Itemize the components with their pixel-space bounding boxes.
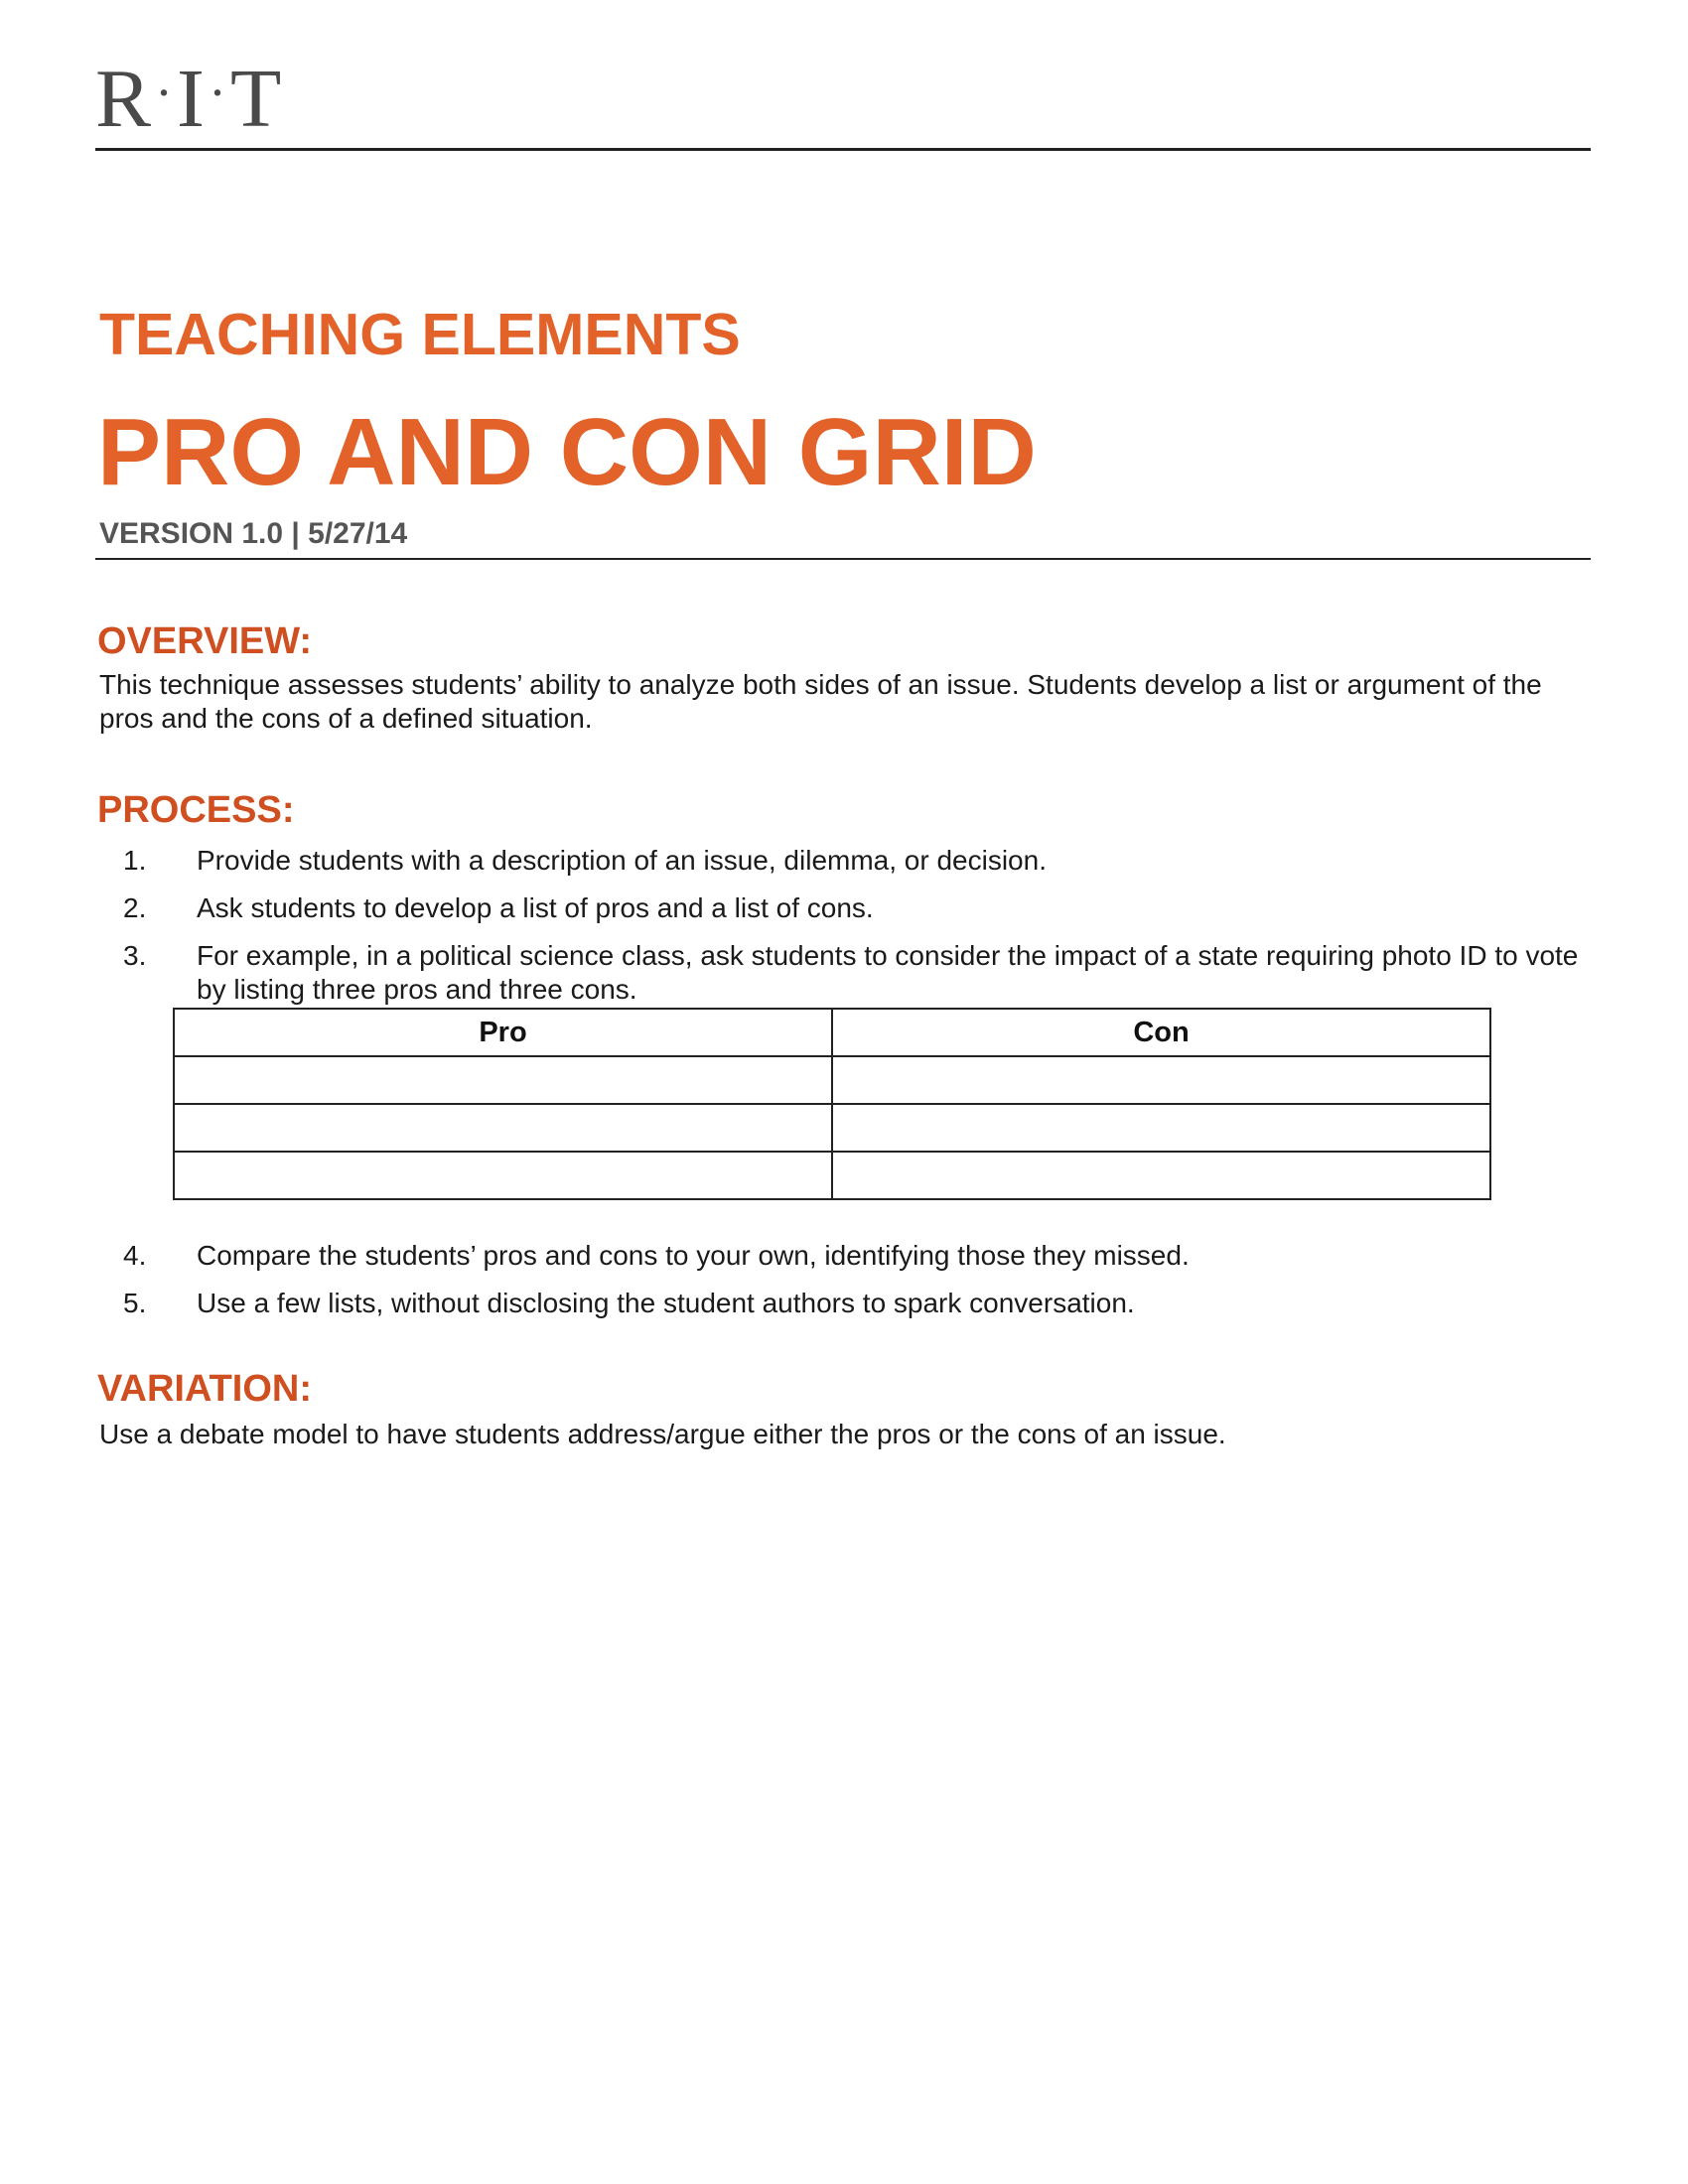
grid-header-row [174,1009,1490,1056]
page-title: PRO AND CON GRID [97,399,1037,505]
variation-heading: VARIATION: [97,1368,313,1410]
header-divider [95,148,1591,151]
logo-dot: · [209,63,226,122]
step-number: 5. [123,1288,147,1318]
pro-con-grid [173,1008,1491,1200]
grid-header-pro: Pro [174,1009,832,1056]
variation-text: Use a debate model to have students address/argue either the pros or the cons of an issue. [99,1419,1226,1449]
logo-dot: · [155,63,174,122]
grid-cell-con [832,1056,1490,1104]
step-number: 1. [123,845,147,876]
grid-cell-con [832,1104,1490,1152]
overview-line-1: This technique assesses students’ ability to analyze both sides of an issue. Students develop a list or argument of the [99,669,1542,700]
step-text: Provide students with a description of an issue, dilemma, or decision. [197,845,1047,876]
grid-header-con: Con [832,1009,1490,1056]
version-label: VERSION 1.0 | 5/27/14 [99,517,408,550]
grid-row [174,1056,1490,1104]
step-text-line-1: For example, in a political science class, ask students to consider the impact of a state requiring photo ID to vote [197,940,1579,971]
overview-heading: OVERVIEW: [97,620,313,662]
grid-cell-pro [174,1056,832,1104]
grid-cell-pro [174,1104,832,1152]
grid-row [174,1152,1490,1199]
grid-cell-con [832,1152,1490,1199]
step-text: Compare the students’ pros and cons to your own, identifying those they missed. [197,1240,1190,1271]
step-text: Use a few lists, without disclosing the student authors to spark conversation. [197,1288,1135,1318]
series-kicker: TEACHING ELEMENTS [99,302,741,367]
overview-line-2: pros and the cons of a defined situation. [99,703,593,734]
step-number: 4. [123,1240,147,1271]
title-divider [95,558,1591,560]
step-number: 2. [123,892,147,923]
logo-letter-i: I [177,53,205,145]
logo-letter-t: T [229,53,282,145]
overview-text [99,668,1569,736]
process-heading: PROCESS: [97,789,295,831]
step-text-line-2: by listing three pros and three cons. [197,974,637,1005]
step-number: 3. [123,940,147,971]
step-text: Ask students to develop a list of pros and a list of cons. [197,892,874,923]
grid-cell-pro [174,1152,832,1199]
rit-logo [95,53,282,145]
step-text [197,939,1587,1007]
logo-letter-r: R [95,53,152,145]
grid-row [174,1104,1490,1152]
